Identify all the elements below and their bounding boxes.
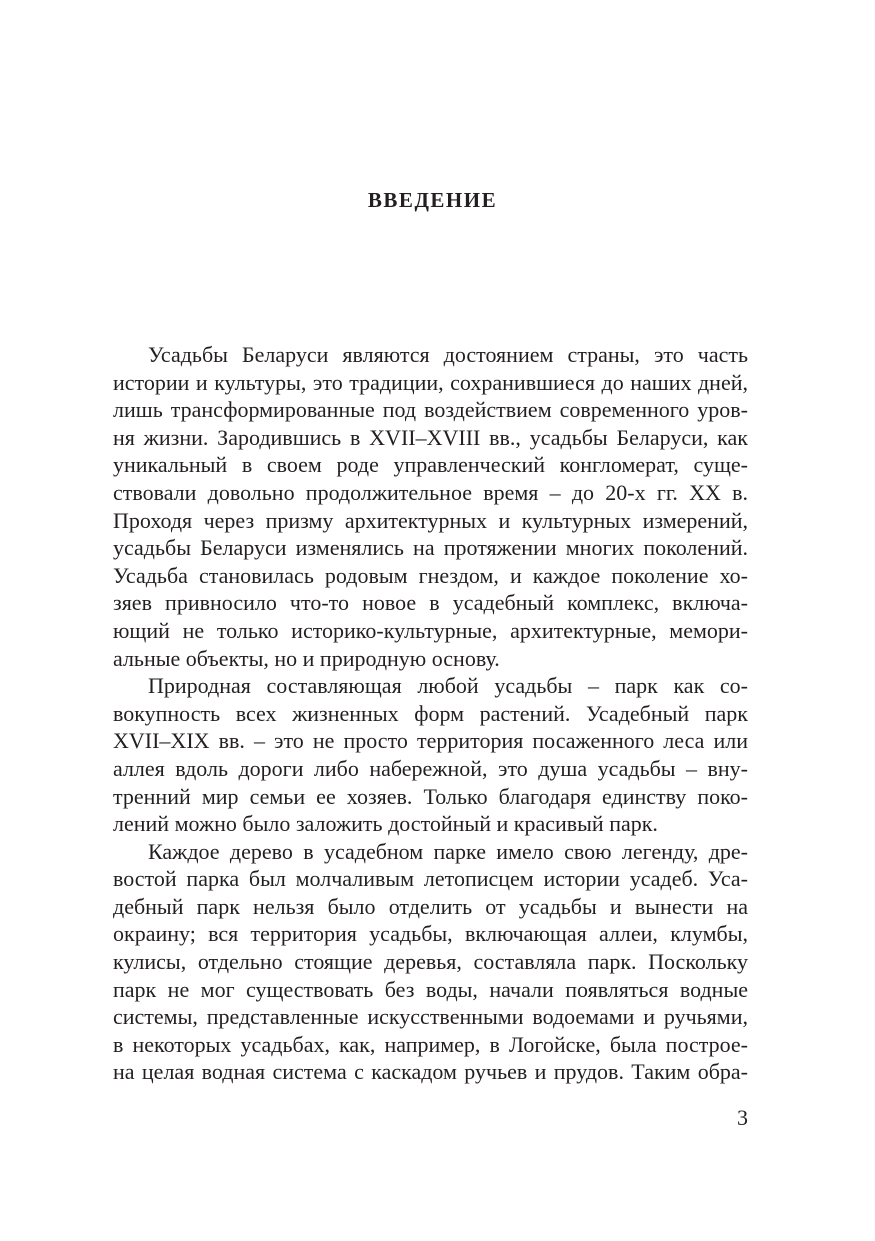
- page-title: ВВЕДЕНИЕ: [367, 188, 498, 212]
- text-line: XVII–XIX вв. – это не просто территория посаженного леса или: [113, 728, 748, 754]
- body-text: [113, 341, 748, 1086]
- text-line: усадьбы Беларуси изменялись на протяжении многих поколений.: [113, 535, 748, 561]
- text-line: востой парка был молчаливым летописцем истории усадеб. Уса-: [113, 866, 748, 892]
- text-line: дебный парк нельзя было отделить от усадьбы и вынести на: [113, 893, 748, 919]
- page-number: 3: [737, 1105, 748, 1130]
- text-line: Каждое дерево в усадебном парке имело свою легенду, дре-: [148, 838, 748, 864]
- text-line: тренний мир семьи ее хозяев. Только благодаря единству поко-: [113, 783, 748, 809]
- text-line: парк не мог существовать без воды, начали появляться водные: [113, 976, 748, 1002]
- text-line: ющий не только историко-культурные, архитектурные, мемори-: [113, 617, 748, 643]
- text-line: Усадьба становилась родовым гнездом, и каждое поколение хо-: [113, 562, 748, 588]
- text-line: зяев привносило что-то новое в усадебный комплекс, включа-: [113, 590, 748, 616]
- text-line: лений можно было заложить достойный и красивый парк.: [113, 811, 658, 837]
- text-line: альные объекты, но и природную основу.: [113, 645, 500, 671]
- text-line: Природная составляющая любой усадьбы – парк как со-: [148, 673, 748, 699]
- text-line: в некоторых усадьбах, как, например, в Логойске, была построе-: [113, 1031, 748, 1057]
- text-line: уникальный в своем роде управленческий конгломерат, суще-: [113, 452, 748, 478]
- text-line: истории и культуры, это традиции, сохранившиеся до наших дней,: [113, 369, 748, 395]
- text-line: на целая водная система с каскадом ручьев и прудов. Таким обра-: [113, 1059, 748, 1085]
- text-line: окраину; вся территория усадьбы, включающая аллеи, клумбы,: [113, 921, 748, 947]
- text-line: ня жизни. Зародившись в XVII–XVIII вв., усадьбы Беларуси, как: [113, 424, 748, 450]
- text-line: Усадьбы Беларуси являются достоянием страны, это часть: [148, 342, 748, 367]
- text-line: системы, представленные искусственными водоемами и ручьями,: [113, 1004, 748, 1030]
- text-line: Проходя через призму архитектурных и культурных измерений,: [113, 507, 748, 533]
- text-line: аллея вдоль дороги либо набережной, это душа усадьбы – вну-: [113, 755, 748, 781]
- text-line: кулисы, отдельно стоящие деревья, составляла парк. Поскольку: [113, 949, 748, 975]
- text-line: ствовали довольно продолжительное время – до 20-х гг. XX в.: [113, 479, 748, 505]
- text-line: лишь трансформированные под воздействием современного уров-: [113, 397, 748, 423]
- text-line: вокупность всех жизненных форм растений. Усадебный парк: [113, 700, 748, 726]
